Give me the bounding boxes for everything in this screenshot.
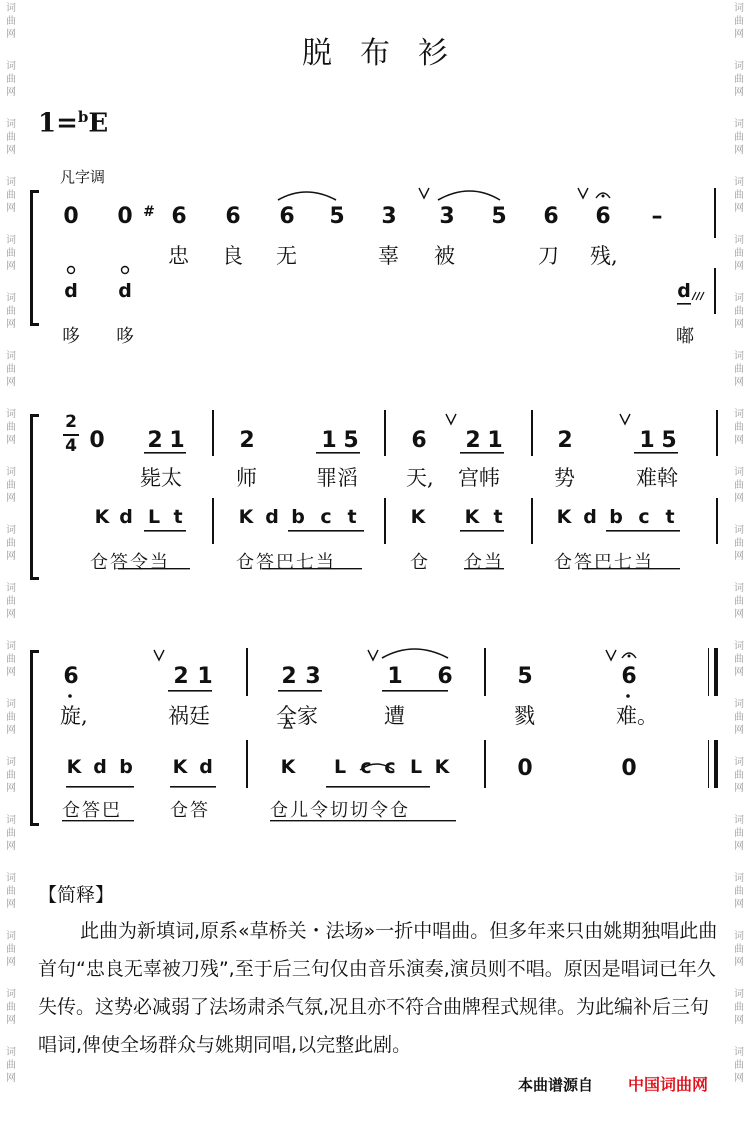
r1-perc-1: d [64,280,78,302]
watermark-left-8: 词 曲 网 [6,409,16,446]
notes-header: 【简释】 [38,884,115,906]
r3-note-2: 2 [173,664,189,689]
r1-dash: – [651,204,663,229]
r2-note-7: 6 [411,428,427,453]
r2-perc-9: t [347,506,357,528]
watermark-left-17: 词 曲 网 [6,931,16,968]
r1-lyric-7: 残, [590,244,618,268]
breath-mark-2 [578,188,588,198]
r3-perc-rest-1: 0 [517,756,533,781]
watermark-left-7: 词 曲 网 [6,351,16,388]
r2-perc-16: c [638,506,650,528]
r2-perc-8: c [320,506,332,528]
r1-perc-text-3: 嘟 [676,326,696,347]
perc-underline-6 [170,786,216,788]
r1-lyric-4: 辜 [378,244,399,268]
watermark-right-3: 词 曲 网 [734,119,744,156]
watermark-right-4: 词 曲 网 [734,177,744,214]
r2-perc-12: t [493,506,503,528]
perc-underline-1 [144,530,186,532]
key-flat: b [77,108,89,126]
r1-note-10: 6 [543,204,559,229]
r1-lyric-3: 无 [276,244,297,268]
r2-perc-10: K [410,506,426,528]
fermata-dot-2 [628,655,631,658]
watermark-left-1: 词 曲 网 [6,3,16,40]
open-dot-2 [122,267,129,274]
r2-perc-11: K [464,506,480,528]
watermark-left-9: 词 曲 网 [6,467,16,504]
watermark-left-4: 词 曲 网 [6,177,16,214]
watermark-right-11: 词 曲 网 [734,583,744,620]
r2-perc-17: t [665,506,675,528]
time-sig-top: 2 [65,412,77,432]
r2-note-9: 1 [487,428,503,453]
underline-7 [382,690,448,692]
r1-note-3: 6 [171,204,187,229]
r2-note-8: 2 [465,428,481,453]
watermark-right-12: 词 曲 网 [734,641,744,678]
r2-lyric-7: 难斡 [636,466,678,490]
r3-note-6: 1 [387,664,403,689]
perc-underline-4 [606,530,680,532]
r2-note-12: 5 [661,428,677,453]
r3-perc-2: d [93,756,107,778]
watermark-right-16: 词 曲 网 [734,873,744,910]
watermark-right-18: 词 曲 网 [734,989,744,1026]
slur-3 [382,649,448,658]
r3-lyric-3: 全家 [276,704,318,728]
r2-lyric-5: 宫帏 [458,466,500,490]
watermark-right-7: 词 曲 网 [734,351,744,388]
r1-note-4: 6 [225,204,241,229]
r1-perc-3: d [677,280,691,302]
r1-lyric-5: 被 [434,244,455,268]
watermark-left-3: 词 曲 网 [6,119,16,156]
r3-lyric-1: 旋, [60,704,88,728]
watermark-right-15: 词 曲 网 [734,815,744,852]
r3-lyric-4: 遭 [384,704,405,728]
fermata-dot-1 [602,195,605,198]
r1-note-5: 6 [279,204,295,229]
watermark-right-13: 词 曲 网 [734,699,744,736]
source-brand-link[interactable]: 中国词曲网 [628,1075,709,1094]
r3-note-1: 6 [63,664,79,689]
breath-mark-5 [154,650,164,660]
r3-perc-rest-2: 0 [621,756,637,781]
perc-underline-2 [288,530,364,532]
breath-mark-1 [419,188,429,198]
r2-note-6: 5 [343,428,359,453]
r2-note-3: 1 [169,428,185,453]
r2-perc-text-2: 仓答巴七当 [236,552,336,573]
notes-body: 此曲为新填词,原系«草桥关・法场»一折中唱曲。但多年来只由姚期独唱此曲首句“忠良无辜被刀残”,至于后三句仅由音乐演奏,演员则不唱。原因是唱词已年久失传。这势必减弱了法场肃杀气氛,况且亦不符合曲牌程式规律。为此编补后三句唱词,俾使全场群众与姚期同唱,以完整此剧。 [38,920,718,1056]
r2-perc-1: K [94,506,110,528]
r3-note-3: 1 [197,664,213,689]
underline-5 [168,690,212,692]
r3-note-9: 6 [621,664,637,689]
r3-perc-6: K [280,756,296,778]
r3-lyric-5: 戮 [514,704,535,728]
watermark-left-11: 词 曲 网 [6,583,16,620]
r2-note-2: 2 [147,428,163,453]
r2-perc-text-5: 仓答巴七当 [554,552,654,573]
r2-perc-4: t [173,506,183,528]
slur-2 [438,191,500,200]
watermark-left-14: 词 曲 网 [6,757,16,794]
key-note: E [88,108,109,139]
watermark-right-19: 词 曲 网 [734,1047,744,1084]
open-dot-1 [68,267,75,274]
watermark-right-14: 词 曲 网 [734,757,744,794]
watermark-left-19: 词 曲 网 [6,1047,16,1084]
r3-perc-8: c [360,756,372,778]
r1-lyric-2: 良 [222,244,243,268]
watermark-left-15: 词 曲 网 [6,815,16,852]
watermark-right-10: 词 曲 网 [734,525,744,562]
breath-mark-3 [446,414,456,424]
watermark-left-10: 词 曲 网 [6,525,16,562]
r2-note-10: 2 [557,428,573,453]
r2-note-4: 2 [239,428,255,453]
r2-perc-text-3: 仓 [410,552,430,573]
watermark-left-13: 词 曲 网 [6,699,16,736]
r2-perc-7: b [291,506,305,528]
r3-perc-7: L [333,756,347,778]
r1-lyric-6: 刀 [538,244,559,268]
underline-6 [278,690,322,692]
watermark-right-9: 词 曲 网 [734,467,744,504]
r1-perc-text-1: 哆 [62,326,82,347]
r2-perc-13: K [556,506,572,528]
r3-lyric-2: 祸廷 [168,704,210,728]
watermark-right-6: 词 曲 网 [734,293,744,330]
r3-perc-3: b [119,756,133,778]
r2-lyric-4: 天, [406,466,434,490]
r2-note-11: 1 [639,428,655,453]
watermark-right-17: 词 曲 网 [734,931,744,968]
r3-note-5: 3 [305,664,321,689]
r3-note-8: 5 [517,664,533,689]
r1-note-7: 3 [381,204,397,229]
r1-note-6: 5 [329,204,345,229]
key-prefix: 1= [38,108,78,139]
perc-underline-3 [460,530,504,532]
r3-perc-11: K [434,756,450,778]
r2-note-5: 1 [321,428,337,453]
breath-mark-4 [620,414,630,424]
perc-underline [677,303,691,305]
r2-perc-text-4: 仓当 [464,552,504,573]
source-text: 本曲谱源自 [518,1076,594,1094]
r2-perc-5: K [238,506,254,528]
r1-perc-text-2: 哆 [116,326,136,347]
watermark-left-16: 词 曲 网 [6,873,16,910]
low-dot-1 [68,694,72,698]
r2-lyric-1: 毙太 [140,466,182,490]
mode-label: 凡字调 [60,168,106,186]
r1-sharp: # [143,204,155,220]
r3-perc-text-3: 仓儿令切切令仓 [270,800,410,821]
r3-perc-text-2: 仓答 [170,800,210,821]
r2-perc-14: d [583,506,597,528]
r2-lyric-2: 师 [236,466,257,490]
r2-note-1: 0 [89,428,105,453]
r1-lyric-1: 忠 [168,244,189,268]
r2-perc-3: L [147,506,161,528]
system1-marks [0,0,750,340]
r1-perc-2: d [118,280,132,302]
r2-perc-15: b [609,506,623,528]
r1-note-11: 6 [595,204,611,229]
slur-1 [278,192,336,200]
r3-perc-9: c [384,756,396,778]
watermark-left-2: 词 曲 网 [6,61,16,98]
watermark-left-18: 词 曲 网 [6,989,16,1026]
r3-note-4: 2 [281,664,297,689]
r2-perc-2: d [119,506,133,528]
r3-lyric-6: 难。 [616,704,658,728]
r1-note-9: 5 [491,204,507,229]
r1-note-2: 0 [117,204,133,229]
r3-note-7: 6 [437,664,453,689]
r1-note-8: 3 [439,204,455,229]
watermark-left-5: 词 曲 网 [6,235,16,272]
r3-perc-4: K [172,756,188,778]
perc-underline-5 [66,786,134,788]
watermark-right-2: 词 曲 网 [734,61,744,98]
watermark-right-8: 词 曲 网 [734,409,744,446]
watermark-left-6: 词 曲 网 [6,293,16,330]
breath-mark-6 [368,650,378,660]
song-title: 脱布衫 [302,36,476,71]
r3-perc-text-1: 仓答巴 [62,800,122,821]
breath-mark-7 [606,650,616,660]
perc-underline-7 [326,786,430,788]
watermark-left-12: 词 曲 网 [6,641,16,678]
watermark-right-5: 词 曲 网 [734,235,744,272]
r3-perc-10: L [409,756,423,778]
watermark-right-1: 词 曲 网 [734,3,744,40]
r2-perc-6: d [265,506,279,528]
tremolo-mark [692,292,704,300]
r2-lyric-6: 势 [554,466,575,490]
r3-perc-1: K [66,756,82,778]
time-sig-bottom: 4 [65,436,77,456]
r3-perc-5: d [199,756,213,778]
r2-lyric-3: 罪滔 [316,466,358,490]
r2-perc-text-1: 仓答令当 [90,552,170,573]
r1-note-1: 0 [63,204,79,229]
low-dot-2 [626,694,630,698]
